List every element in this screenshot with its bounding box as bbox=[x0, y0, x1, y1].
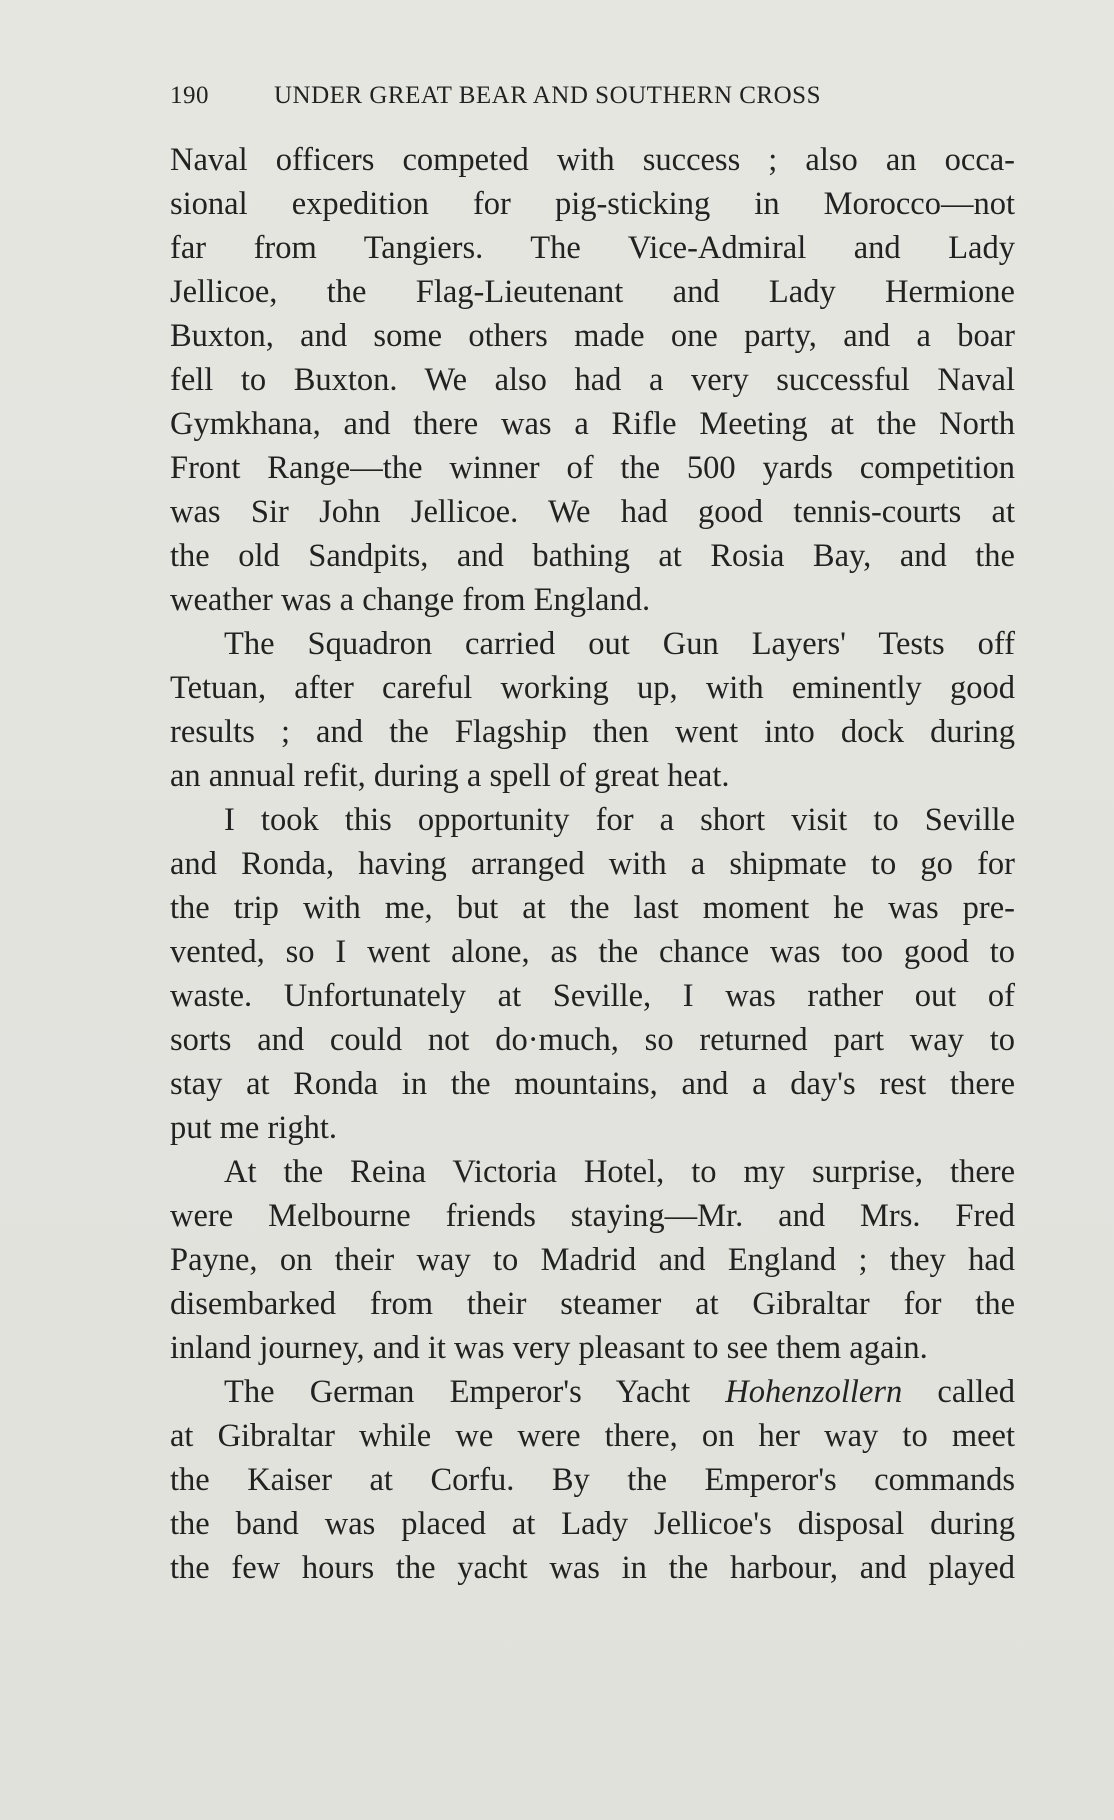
paragraph bbox=[170, 1370, 1015, 1590]
text-line: Front Range—the winner of the 500 yards competition bbox=[170, 450, 1015, 486]
text-line: put me right. bbox=[170, 1110, 337, 1146]
text-line: Buxton, and some others made one party, and a boar bbox=[170, 318, 1015, 354]
text-line: Jellicoe, the Flag-Lieutenant and Lady Hermione bbox=[170, 274, 1015, 310]
text-line: Gymkhana, and there was a Rifle Meeting at the North bbox=[170, 406, 1015, 442]
text-line: the band was placed at Lady Jellicoe's disposal during bbox=[170, 1506, 1015, 1542]
paragraph bbox=[170, 622, 1015, 798]
text-line: inland journey, and it was very pleasant to see them again. bbox=[170, 1330, 928, 1366]
text-line: Naval officers competed with success ; also an occa- bbox=[170, 142, 1015, 178]
text-line: I took this opportunity for a short visit to Seville bbox=[224, 802, 1015, 838]
paragraph bbox=[170, 138, 1015, 622]
text-line: vented, so I went alone, as the chance was too good to bbox=[170, 934, 1015, 970]
text-line: far from Tangiers. The Vice-Admiral and Lady bbox=[170, 230, 1015, 266]
paragraph bbox=[170, 798, 1015, 1150]
paragraph bbox=[170, 1150, 1015, 1370]
text-line: weather was a change from England. bbox=[170, 582, 651, 618]
text-run: The German Emperor's Yacht bbox=[224, 1374, 726, 1410]
page-number: 190 bbox=[170, 82, 209, 109]
text-line: sorts and could not do·much, so returned part way to bbox=[170, 1022, 1015, 1058]
body-text bbox=[170, 138, 1015, 1590]
ship-name: Hohenzollern bbox=[725, 1374, 903, 1410]
text-line: was Sir John Jellicoe. We had good tennis-courts at bbox=[170, 494, 1015, 530]
text-line: an annual refit, during a spell of great heat. bbox=[170, 758, 730, 794]
text-line: The Squadron carried out Gun Layers' Tests off bbox=[224, 626, 1015, 662]
text-line: Tetuan, after careful working up, with eminently good bbox=[170, 670, 1015, 706]
text-line: At the Reina Victoria Hotel, to my surprise, there bbox=[224, 1154, 1015, 1190]
text-run: called bbox=[902, 1374, 1016, 1410]
text-line: the Kaiser at Corfu. By the Emperor's commands bbox=[170, 1462, 1015, 1498]
text-line: the old Sandpits, and bathing at Rosia Bay, and the bbox=[170, 538, 1015, 574]
text-line: disembarked from their steamer at Gibraltar for the bbox=[170, 1286, 1015, 1322]
text-line: sional expedition for pig-sticking in Morocco—not bbox=[170, 186, 1015, 222]
text-line: the few hours the yacht was in the harbour, and played bbox=[170, 1550, 1015, 1586]
text-line: and Ronda, having arranged with a shipmate to go for bbox=[170, 846, 1015, 882]
text-line: results ; and the Flagship then went into dock during bbox=[170, 714, 1015, 750]
text-line bbox=[170, 1370, 1015, 1414]
text-line: at Gibraltar while we were there, on her way to meet bbox=[170, 1418, 1015, 1454]
text-line: waste. Unfortunately at Seville, I was rather out of bbox=[170, 978, 1015, 1014]
text-line: were Melbourne friends staying—Mr. and Mrs. Fred bbox=[170, 1198, 1015, 1234]
text-line: the trip with me, but at the last moment he was pre- bbox=[170, 890, 1015, 926]
text-line: stay at Ronda in the mountains, and a day's rest there bbox=[170, 1066, 1015, 1102]
text-line: fell to Buxton. We also had a very successful Naval bbox=[170, 362, 1015, 398]
running-title: UNDER GREAT BEAR AND SOUTHERN CROSS bbox=[274, 82, 821, 109]
running-head bbox=[170, 82, 1020, 118]
text-line: Payne, on their way to Madrid and England ; they had bbox=[170, 1242, 1015, 1278]
